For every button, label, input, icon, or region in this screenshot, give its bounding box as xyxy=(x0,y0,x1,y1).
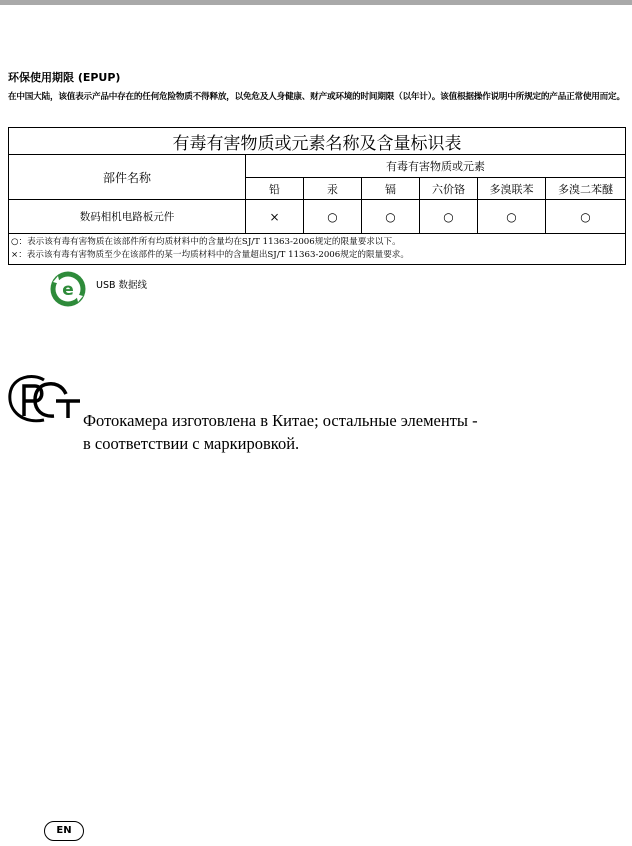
part-name-header: 部件名称 xyxy=(9,155,246,200)
table-note: ○：表示该有毒有害物质在该部件所有均质材料中的含量均在SJ/T 11363-2006规定的限量要求以下。 xyxy=(11,237,401,247)
table-notes xyxy=(9,234,626,265)
epup-logo-icon xyxy=(49,270,87,308)
epup-title: 环保使用期限 (EPUP) xyxy=(8,71,121,84)
mark-cell: ○ xyxy=(546,200,626,234)
substance-group-header: 有毒有害物质或元素 xyxy=(246,155,626,178)
epup-logo-letter: e xyxy=(62,280,74,300)
russia-text-line: Фотокамера изготовлена в Китае; остальные элементы - xyxy=(83,411,478,430)
language-badge: EN xyxy=(44,821,84,841)
table-row xyxy=(9,200,626,234)
substance-lead: 铅 xyxy=(246,178,304,200)
substance-mercury: 汞 xyxy=(304,178,362,200)
substance-pbb: 多溴联苯 xyxy=(478,178,546,200)
substance-pbde: 多溴二苯醚 xyxy=(546,178,626,200)
mark-cell: ○ xyxy=(478,200,546,234)
russia-text-line: в соответствии с маркировкой. xyxy=(83,434,300,453)
pct-certification-icon xyxy=(8,374,82,426)
substance-cadmium: 镉 xyxy=(362,178,420,200)
mark-cell: ○ xyxy=(304,200,362,234)
table-note: ×：表示该有毒有害物质至少在该部件的某一均质材料中的含量超出SJ/T 11363-2006规定的限量要求。 xyxy=(11,250,409,260)
russia-certification-text xyxy=(83,409,478,455)
usb-cable-label: USB 数据线 xyxy=(96,280,148,291)
substance-hexavalent-chromium: 六价铬 xyxy=(420,178,478,200)
mark-cell: × xyxy=(246,200,304,234)
table-title: 有毒有害物质或元素名称及含量标识表 xyxy=(9,128,626,155)
epup-description: 在中国大陆，该值表示产品中存在的任何危险物质不得释放，以免危及人身健康、财产或环境的时间期限（以年计）。该值根据操作说明中所规定的产品正常使用而定。 xyxy=(8,92,625,102)
part-name-cell: 数码相机电路板元件 xyxy=(9,200,246,234)
top-bar xyxy=(0,0,632,5)
mark-cell: ○ xyxy=(362,200,420,234)
hazardous-substances-table xyxy=(8,127,626,265)
mark-cell: ○ xyxy=(420,200,478,234)
